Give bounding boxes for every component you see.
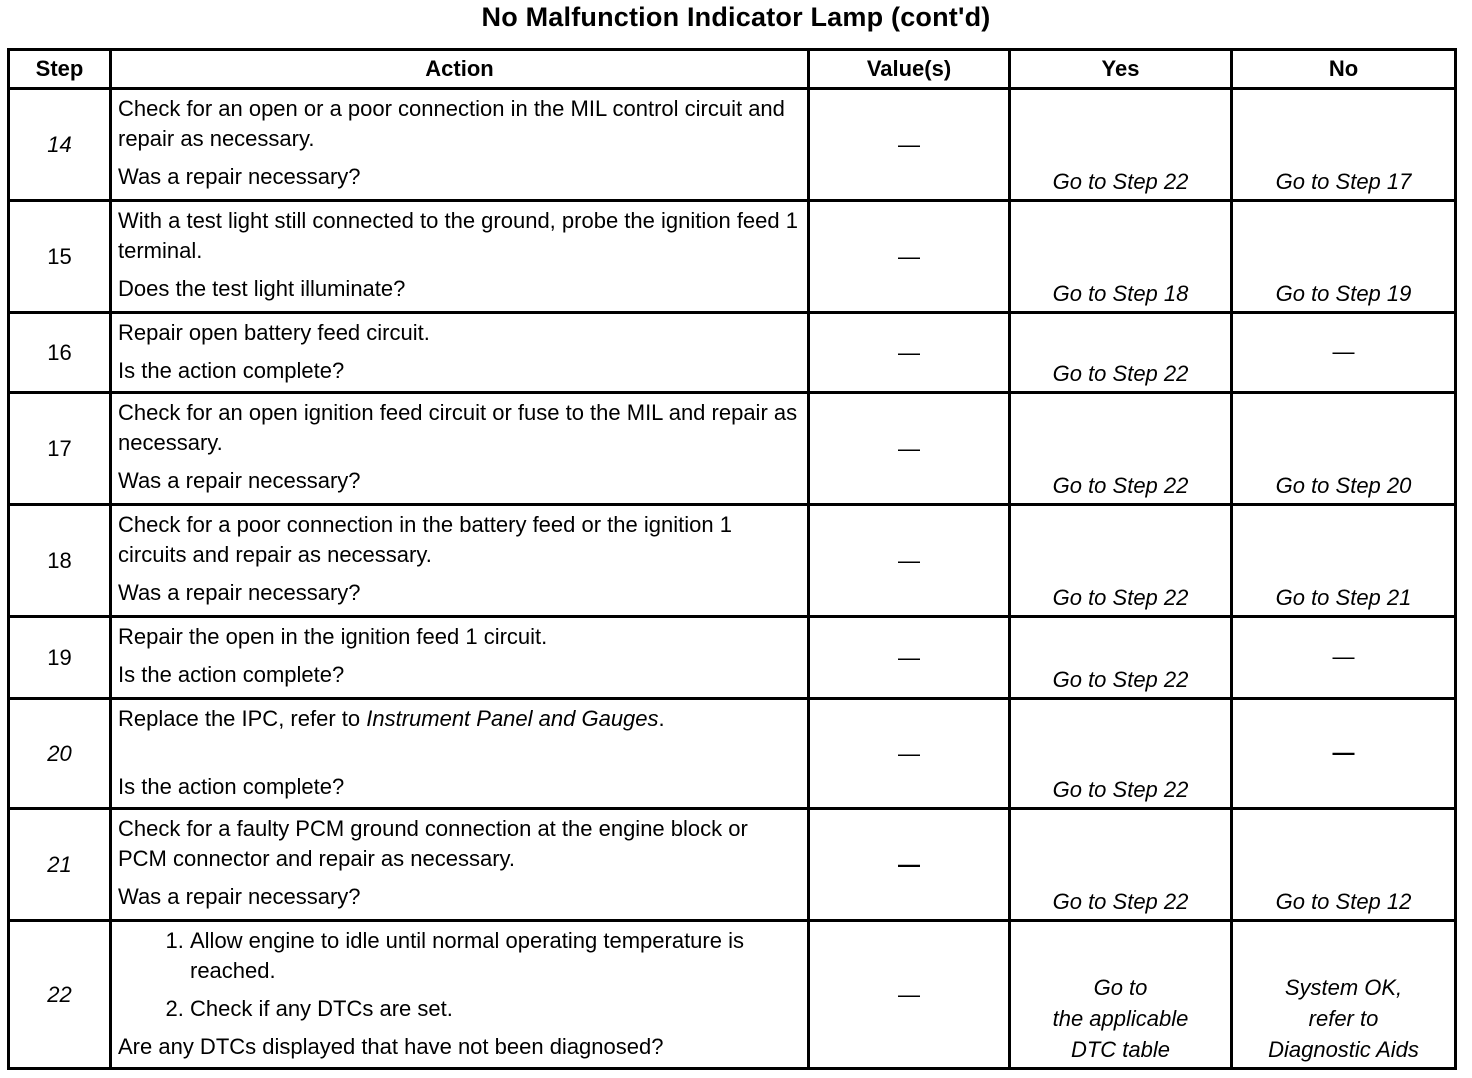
action-text: Check for a poor connection in the battery feed or the ignition 1 circuits and repair as necessary. xyxy=(118,512,732,567)
action-question: Is the action complete? xyxy=(118,662,345,687)
action-cell xyxy=(111,809,809,921)
action-question: Was a repair necessary? xyxy=(118,164,361,189)
no-cell: Go to Step 19 xyxy=(1232,201,1456,313)
yes-cell: Go to Step 22 xyxy=(1010,313,1232,393)
action-text: Check for a faulty PCM ground connection at the engine block or PCM connector and repair as necessary. xyxy=(118,816,748,871)
action-question: Are any DTCs displayed that have not been diagnosed? xyxy=(118,1034,664,1059)
yes-cell: Go to Step 22 xyxy=(1010,89,1232,201)
no-cell: Go to Step 21 xyxy=(1232,505,1456,617)
yes-cell: Go to Step 22 xyxy=(1010,393,1232,505)
action-text: Check for an open ignition feed circuit or fuse to the MIL and repair as necessary. xyxy=(118,400,798,455)
table-row xyxy=(9,699,1456,809)
header-values: Value(s) xyxy=(809,50,1010,89)
step-number: 21 xyxy=(9,809,111,921)
action-text: Replace the IPC, refer to Instrument Panel and Gauges. xyxy=(118,706,665,731)
step-number: 14 xyxy=(9,89,111,201)
step-number: 16 xyxy=(9,313,111,393)
header-step: Step xyxy=(9,50,111,89)
header-yes: Yes xyxy=(1010,50,1232,89)
action-question: Was a repair necessary? xyxy=(118,580,361,605)
value-cell: — xyxy=(809,921,1010,1069)
value-cell: — xyxy=(809,699,1010,809)
yes-cell: Go to Step 22 xyxy=(1010,505,1232,617)
action-cell xyxy=(111,393,809,505)
action-question: Was a repair necessary? xyxy=(118,884,361,909)
yes-cell: Go to the applicable DTC table xyxy=(1010,921,1232,1069)
action-question: Does the test light illuminate? xyxy=(118,276,406,301)
table-row xyxy=(9,393,1456,505)
value-cell: — xyxy=(809,809,1010,921)
action-question: Is the action complete? xyxy=(118,774,345,799)
table-row xyxy=(9,201,1456,313)
value-cell: — xyxy=(809,313,1010,393)
action-question: Was a repair necessary? xyxy=(118,468,361,493)
step-number: 20 xyxy=(9,699,111,809)
action-cell xyxy=(111,505,809,617)
action-cell xyxy=(111,89,809,201)
diagnostic-table xyxy=(7,48,1457,1070)
no-cell: System OK, refer to Diagnostic Aids xyxy=(1232,921,1456,1069)
no-cell: — xyxy=(1232,699,1456,809)
action-reference: Instrument Panel and Gauges xyxy=(366,706,659,731)
yes-cell: Go to Step 18 xyxy=(1010,201,1232,313)
yes-cell: Go to Step 22 xyxy=(1010,617,1232,699)
action-cell xyxy=(111,201,809,313)
list-item: 1. Allow engine to idle until normal operating temperature is reached. xyxy=(190,926,801,986)
diagnostic-aids-reference: Diagnostic Aids xyxy=(1268,1037,1419,1062)
action-question: Is the action complete? xyxy=(118,358,345,383)
value-cell: — xyxy=(809,505,1010,617)
table-row xyxy=(9,617,1456,699)
table-row xyxy=(9,313,1456,393)
table-row xyxy=(9,809,1456,921)
action-cell xyxy=(111,921,809,1069)
table-row xyxy=(9,89,1456,201)
yes-cell: Go to Step 22 xyxy=(1010,809,1232,921)
header-action: Action xyxy=(111,50,809,89)
step-number: 15 xyxy=(9,201,111,313)
step-number: 19 xyxy=(9,617,111,699)
action-text: Repair the open in the ignition feed 1 circuit. xyxy=(118,624,548,649)
no-cell: Go to Step 20 xyxy=(1232,393,1456,505)
action-text: Check for an open or a poor connection in the MIL control circuit and repair as necessary. xyxy=(118,96,785,151)
header-row xyxy=(9,50,1456,89)
action-cell xyxy=(111,617,809,699)
action-cell xyxy=(111,313,809,393)
action-text: Repair open battery feed circuit. xyxy=(118,320,430,345)
table-row xyxy=(9,505,1456,617)
table-row xyxy=(9,921,1456,1069)
page-title: No Malfunction Indicator Lamp (cont'd) xyxy=(481,2,991,32)
action-cell xyxy=(111,699,809,809)
action-text: With a test light still connected to the ground, probe the ignition feed 1 terminal. xyxy=(118,208,798,263)
list-item: 2. Check if any DTCs are set. xyxy=(190,994,801,1024)
step-number: 17 xyxy=(9,393,111,505)
value-cell: — xyxy=(809,89,1010,201)
yes-cell: Go to Step 22 xyxy=(1010,699,1232,809)
value-cell: — xyxy=(809,393,1010,505)
step-number: 18 xyxy=(9,505,111,617)
no-cell: Go to Step 17 xyxy=(1232,89,1456,201)
no-cell: — xyxy=(1232,617,1456,699)
step-number: 22 xyxy=(9,921,111,1069)
action-steps-list xyxy=(118,926,801,1024)
value-cell: — xyxy=(809,617,1010,699)
no-cell: — xyxy=(1232,313,1456,393)
header-no: No xyxy=(1232,50,1456,89)
value-cell: — xyxy=(809,201,1010,313)
no-cell: Go to Step 12 xyxy=(1232,809,1456,921)
